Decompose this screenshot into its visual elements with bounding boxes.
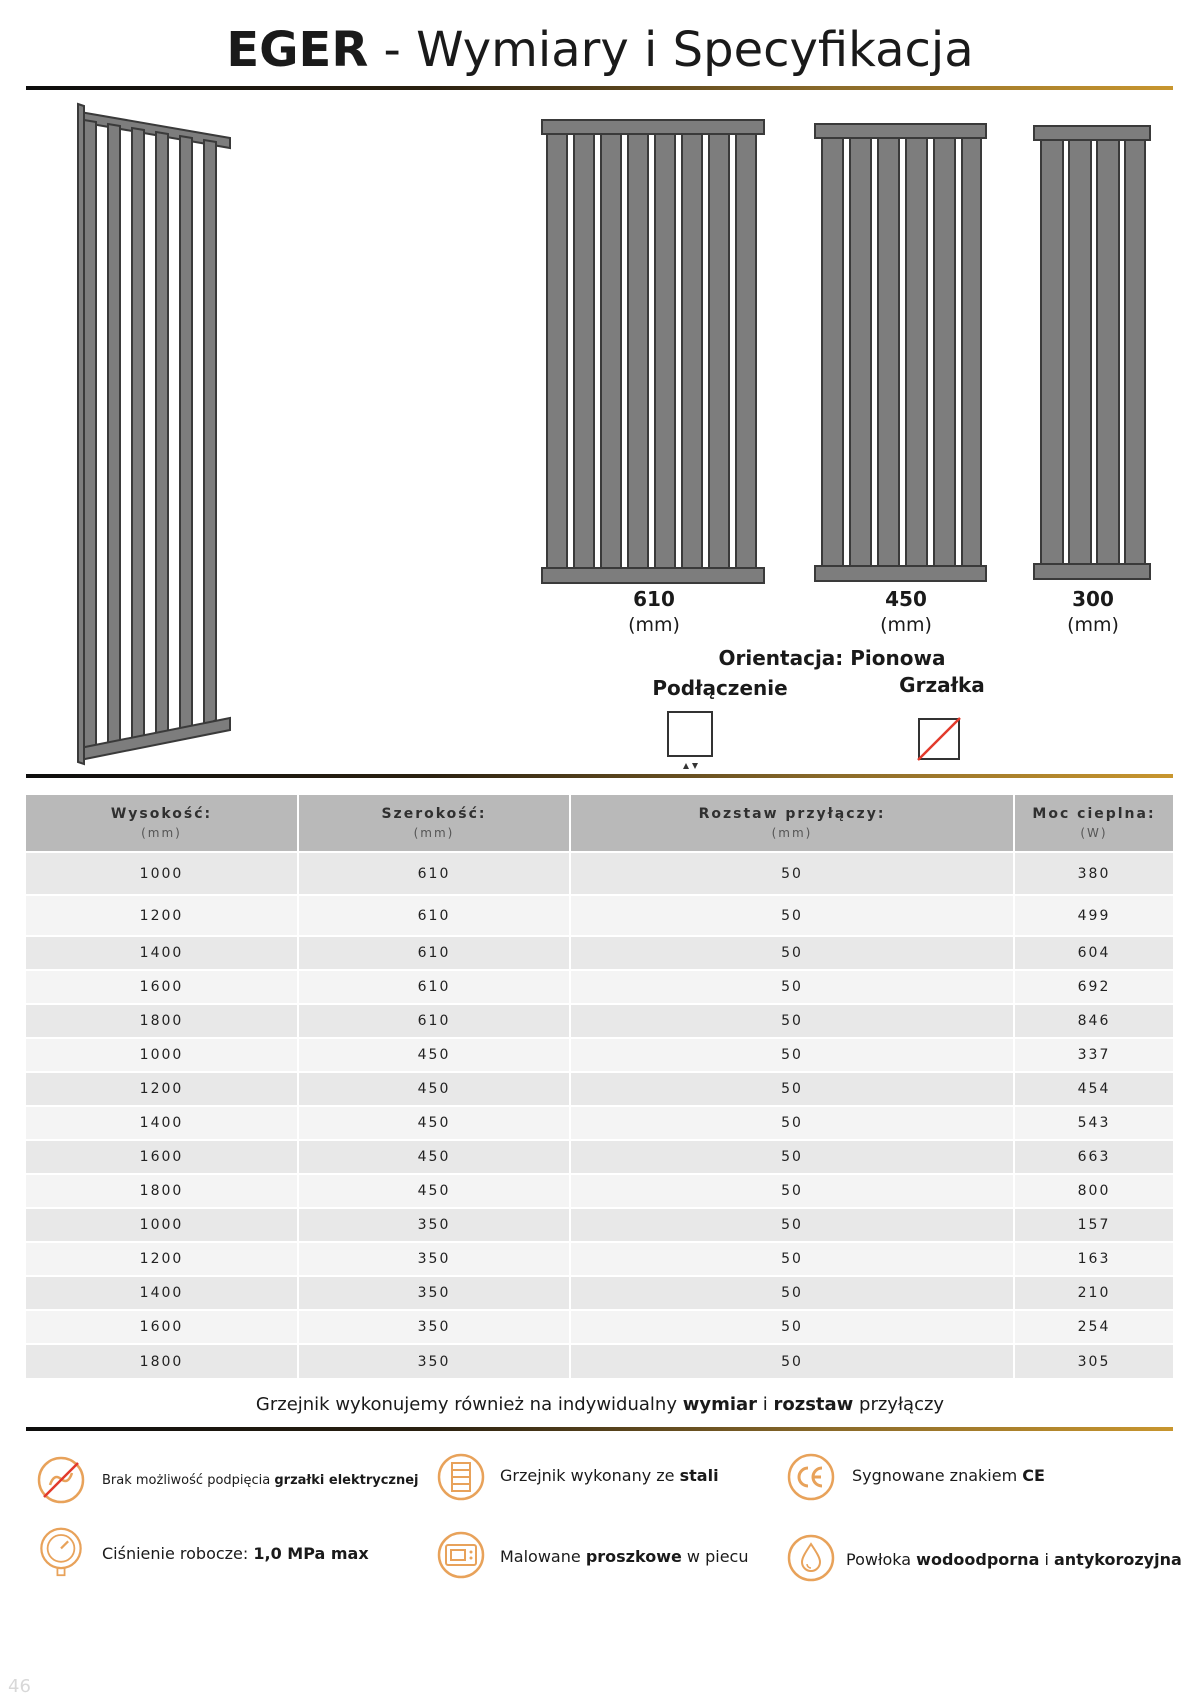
cell-power: 337 [1014, 1038, 1173, 1072]
model-name: EGER [226, 22, 369, 78]
cell-power: 157 [1014, 1208, 1173, 1242]
title-rest: - Wymiary i Specyfikacja [368, 22, 974, 78]
cell-spacing: 50 [570, 1072, 1014, 1106]
page-title [0, 18, 1200, 82]
table-row [26, 1072, 1173, 1106]
cell-spacing: 50 [570, 1004, 1014, 1038]
cell-width: 350 [298, 1242, 570, 1276]
feature-no-heater: Brak możliwość podpięcia grzałki elektrycznej [102, 1473, 419, 1488]
size-label-450 [846, 586, 966, 638]
oven-icon [436, 1530, 486, 1580]
table-row [26, 1276, 1173, 1310]
cell-spacing: 50 [570, 936, 1014, 970]
cell-power: 800 [1014, 1174, 1173, 1208]
cell-height: 1200 [26, 1072, 298, 1106]
cell-width: 450 [298, 1038, 570, 1072]
radiator-610-image [541, 118, 767, 586]
table-row [26, 1174, 1173, 1208]
table-header-row [26, 795, 1173, 852]
cell-width: 350 [298, 1344, 570, 1378]
cell-power: 499 [1014, 895, 1173, 936]
cell-width: 610 [298, 936, 570, 970]
radiator-icon [436, 1452, 486, 1502]
cell-height: 1800 [26, 1004, 298, 1038]
cell-power: 305 [1014, 1344, 1173, 1378]
no-heater-icon [36, 1455, 86, 1505]
cell-power: 210 [1014, 1276, 1173, 1310]
cell-width: 610 [298, 970, 570, 1004]
size-label-610 [594, 586, 714, 638]
size-unit: (mm) [1067, 614, 1119, 636]
table-row [26, 1038, 1173, 1072]
cell-width: 350 [298, 1208, 570, 1242]
cell-height: 1000 [26, 1208, 298, 1242]
connection-bottom-icon [664, 710, 716, 772]
divider-middle [26, 774, 1173, 778]
cell-spacing: 50 [570, 1038, 1014, 1072]
pressure-gauge-icon [36, 1527, 86, 1577]
cell-width: 450 [298, 1174, 570, 1208]
feature-steel: Grzejnik wykonany ze stali [500, 1466, 719, 1485]
cell-spacing: 50 [570, 895, 1014, 936]
radiator-300-image [1033, 124, 1153, 584]
table-row [26, 936, 1173, 970]
cell-spacing: 50 [570, 1174, 1014, 1208]
cell-spacing: 50 [570, 970, 1014, 1004]
size-unit: (mm) [880, 614, 932, 636]
cell-height: 1400 [26, 1276, 298, 1310]
table-row [26, 1310, 1173, 1344]
cell-height: 1000 [26, 1038, 298, 1072]
cell-spacing: 50 [570, 1242, 1014, 1276]
cell-power: 692 [1014, 970, 1173, 1004]
cell-height: 1200 [26, 1242, 298, 1276]
radiator-perspective-image [70, 100, 240, 770]
cell-height: 1600 [26, 970, 298, 1004]
size-label-300 [1033, 586, 1153, 638]
table-row [26, 1004, 1173, 1038]
cell-height: 1600 [26, 1310, 298, 1344]
cell-width: 450 [298, 1106, 570, 1140]
cell-power: 663 [1014, 1140, 1173, 1174]
cell-width: 350 [298, 1310, 570, 1344]
table-row [26, 1106, 1173, 1140]
cell-power: 380 [1014, 852, 1173, 895]
feature-powder-coat: Malowane proszkowe w piecu [500, 1547, 749, 1566]
table-row [26, 895, 1173, 936]
cell-height: 1400 [26, 936, 298, 970]
cell-spacing: 50 [570, 1140, 1014, 1174]
table-row [26, 1242, 1173, 1276]
table-row [26, 852, 1173, 895]
size-value: 610 [633, 587, 675, 611]
table-row [26, 970, 1173, 1004]
size-value: 300 [1072, 587, 1114, 611]
cell-height: 1800 [26, 1174, 298, 1208]
spec-table [26, 795, 1173, 1378]
cell-width: 350 [298, 1276, 570, 1310]
ce-mark-icon [786, 1452, 836, 1502]
header-spacing: Rozstaw przyłączy: (mm) [570, 795, 1014, 852]
header-height: Wysokość: (mm) [26, 795, 298, 852]
header-power: Moc cieplna: (W) [1014, 795, 1173, 852]
header-width: Szerokość: (mm) [298, 795, 570, 852]
no-heater-icon [916, 716, 962, 762]
table-row [26, 1208, 1173, 1242]
cell-height: 1000 [26, 852, 298, 895]
size-value: 450 [885, 587, 927, 611]
heater-label: Grzałka [899, 673, 985, 697]
cell-power: 454 [1014, 1072, 1173, 1106]
cell-spacing: 50 [570, 1208, 1014, 1242]
cell-width: 450 [298, 1140, 570, 1174]
radiator-450-image [814, 122, 988, 586]
cell-spacing: 50 [570, 1310, 1014, 1344]
connection-label: Podłączenie [652, 676, 788, 700]
cell-power: 604 [1014, 936, 1173, 970]
cell-width: 450 [298, 1072, 570, 1106]
divider-top [26, 86, 1173, 90]
cell-power: 163 [1014, 1242, 1173, 1276]
cell-power: 846 [1014, 1004, 1173, 1038]
page-number: 46 [8, 1676, 31, 1697]
feature-pressure: Ciśnienie robocze: 1,0 MPa max [102, 1544, 369, 1563]
cell-spacing: 50 [570, 852, 1014, 895]
table-row [26, 1140, 1173, 1174]
cell-width: 610 [298, 895, 570, 936]
orientation-label: Orientacja: Pionowa [718, 646, 946, 670]
feature-coating: Powłoka wodoodporna i antykorozyjna [846, 1550, 1182, 1569]
cell-height: 1400 [26, 1106, 298, 1140]
table-row [26, 1344, 1173, 1378]
cell-width: 610 [298, 852, 570, 895]
cell-height: 1600 [26, 1140, 298, 1174]
water-drop-icon [786, 1533, 836, 1583]
cell-height: 1200 [26, 895, 298, 936]
divider-bottom [26, 1427, 1173, 1431]
feature-ce: Sygnowane znakiem CE [852, 1466, 1045, 1485]
custom-size-note: Grzejnik wykonujemy również na indywidualny wymiar i rozstaw przyłączy [255, 1394, 945, 1415]
cell-power: 543 [1014, 1106, 1173, 1140]
cell-spacing: 50 [570, 1344, 1014, 1378]
cell-spacing: 50 [570, 1276, 1014, 1310]
cell-power: 254 [1014, 1310, 1173, 1344]
cell-spacing: 50 [570, 1106, 1014, 1140]
size-unit: (mm) [628, 614, 680, 636]
cell-height: 1800 [26, 1344, 298, 1378]
cell-width: 610 [298, 1004, 570, 1038]
